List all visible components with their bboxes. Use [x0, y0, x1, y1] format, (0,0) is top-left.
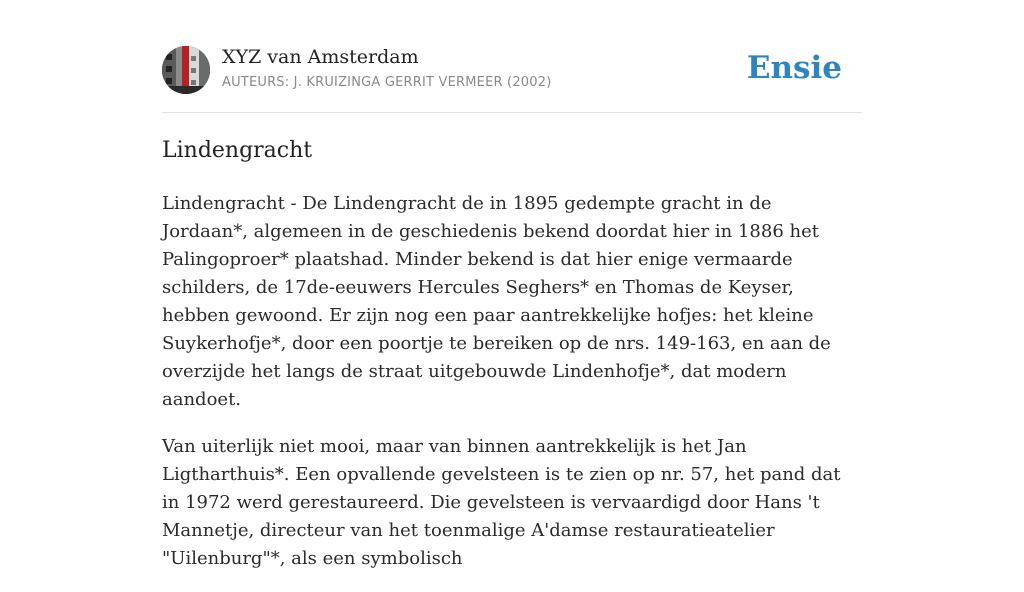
book-title[interactable]: XYZ van Amsterdam: [222, 46, 419, 68]
entry-title: Lindengracht: [162, 138, 313, 163]
entry-paragraph: Lindengracht - De Lindengracht de in 1895 gedempte gracht in de Jordaan*, algemeen in de geschiedenis bekend doordat hier in 1886 het Palingoproer* plaatshad. Minder bekend is dat hier enige vermaarde schilders, de 17de-eeuwers Hercules Seghers* en Thomas de Keyser, hebben gewoond. Er zijn nog een paar aantrekkelijke hofjes: het kleine Suykerhofje*, door een poortje te bereiken op de nrs. 149-163, en aan de overzijde het langs de straat uitgebouwde Lindenhofje*, dat modern aandoet.: [162, 193, 831, 410]
entry-body: [162, 190, 862, 592]
ensie-logo-link[interactable]: Ensie: [746, 50, 842, 86]
book-authors: AUTEURS: J. KRUIZINGA GERRIT VERMEER (2002): [222, 75, 552, 90]
entry-paragraph: Van uiterlijk niet mooi, maar van binnen aantrekkelijk is het Jan Ligtharthuis*. Een opvallende gevelsteen is te zien op nr. 57, het pand dat in 1972 werd gerestaureerd. Die gevelsteen is vervaardigd door Hans 't Mannetje, directeur van het toenmalige A'damse restauratieatelier "Uilenburg"*, als een symbolisch: [162, 436, 841, 569]
book-cover-avatar[interactable]: [162, 46, 210, 94]
book-header: [162, 46, 862, 113]
book-cover-image: [162, 46, 210, 94]
